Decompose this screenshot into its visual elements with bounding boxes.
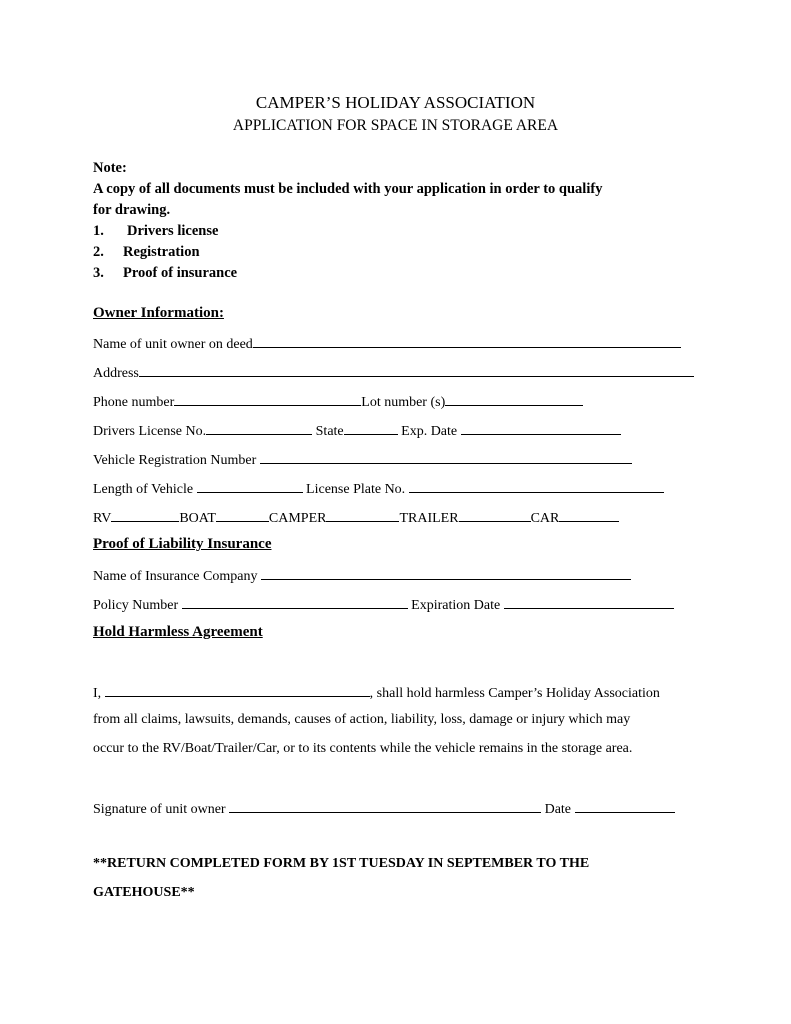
owner-name-field[interactable] <box>253 334 681 348</box>
vehicle-registration-row <box>93 450 632 469</box>
plate-field[interactable] <box>409 479 664 493</box>
agreement-name-field[interactable] <box>105 683 370 697</box>
drivers-license-label: Drivers License No. <box>93 424 207 439</box>
policy-number-label: Policy Number <box>93 598 179 613</box>
return-instructions-line1: **RETURN COMPLETED FORM BY 1ST TUESDAY IN SEPTEMBER TO THE <box>93 856 590 871</box>
lot-field[interactable] <box>445 392 583 406</box>
address-field[interactable] <box>139 363 694 377</box>
policy-number-field[interactable] <box>182 595 408 609</box>
insurance-company-row <box>93 566 631 585</box>
note-item-drivers-license: Drivers license <box>127 223 219 239</box>
signature-date-label: Date <box>544 802 572 817</box>
drivers-license-field[interactable] <box>206 421 312 435</box>
owner-info-heading: Owner Information: <box>93 305 224 321</box>
agreement-heading: Hold Harmless Agreement <box>93 624 263 640</box>
note-label: Note: <box>93 160 127 176</box>
plate-label: License Plate No. <box>306 482 406 497</box>
note-item-number: 2. <box>93 244 104 260</box>
agreement-line3: occur to the RV/Boat/Trailer/Car, or to its contents while the vehicle remains in the storage area. <box>93 741 633 756</box>
insurance-company-label: Name of Insurance Company <box>93 569 258 584</box>
state-label: State <box>315 424 344 439</box>
signature-field[interactable] <box>229 799 541 813</box>
owner-name-label: Name of unit owner on deed <box>93 337 253 352</box>
license-row <box>93 421 621 440</box>
length-label: Length of Vehicle <box>93 482 194 497</box>
signature-date-field[interactable] <box>575 799 675 813</box>
phone-label: Phone number <box>93 395 175 410</box>
length-field[interactable] <box>197 479 303 493</box>
type-trailer-field[interactable] <box>459 508 531 522</box>
agreement-line2: from all claims, lawsuits, demands, causes of action, liability, loss, damage or injury which may <box>93 712 631 727</box>
address-row <box>93 363 694 382</box>
state-field[interactable] <box>344 421 398 435</box>
note-item-number: 1. <box>93 223 104 239</box>
vehicle-type-row <box>93 508 619 527</box>
exp-date-field[interactable] <box>461 421 621 435</box>
type-camper-field[interactable] <box>326 508 399 522</box>
signature-row <box>93 799 675 818</box>
insurance-heading: Proof of Liability Insurance <box>93 536 272 552</box>
type-boat-label: BOAT <box>179 511 216 526</box>
note-item-registration: Registration <box>123 244 200 260</box>
vehicle-registration-field[interactable] <box>260 450 632 464</box>
agreement-i-label: I, <box>93 686 102 701</box>
length-plate-row <box>93 479 664 498</box>
insurance-company-field[interactable] <box>261 566 631 580</box>
type-car-label: CAR <box>530 511 560 526</box>
note-item-number: 3. <box>93 265 104 281</box>
note-item-insurance: Proof of insurance <box>123 265 238 281</box>
note-text-line1: A copy of all documents must be included with your application in order to qualify <box>93 181 603 197</box>
exp-date-label: Exp. Date <box>401 424 458 439</box>
phone-lot-row <box>93 392 583 411</box>
signature-label: Signature of unit owner <box>93 802 226 817</box>
lot-label: Lot number (s) <box>361 395 446 410</box>
type-rv-field[interactable] <box>111 508 179 522</box>
return-instructions-line2: GATEHOUSE** <box>93 885 195 900</box>
form-title: CAMPER’S HOLIDAY ASSOCIATION <box>255 93 536 112</box>
address-label: Address <box>93 366 139 381</box>
agreement-line1 <box>93 683 660 702</box>
owner-name-row <box>93 334 681 353</box>
type-camper-label: CAMPER <box>268 511 327 526</box>
vehicle-registration-label: Vehicle Registration Number <box>93 453 257 468</box>
type-boat-field[interactable] <box>216 508 269 522</box>
expiration-date-field[interactable] <box>504 595 674 609</box>
type-rv-label: RV <box>93 511 112 526</box>
type-trailer-label: TRAILER <box>399 511 459 526</box>
type-car-field[interactable] <box>559 508 619 522</box>
phone-field[interactable] <box>174 392 361 406</box>
note-text-line2: for drawing. <box>93 202 171 218</box>
agreement-line1-text: , shall hold harmless Camper’s Holiday Association <box>369 686 660 701</box>
policy-row <box>93 595 674 614</box>
expiration-date-label: Expiration Date <box>411 598 501 613</box>
form-subtitle: APPLICATION FOR SPACE IN STORAGE AREA <box>232 117 559 134</box>
